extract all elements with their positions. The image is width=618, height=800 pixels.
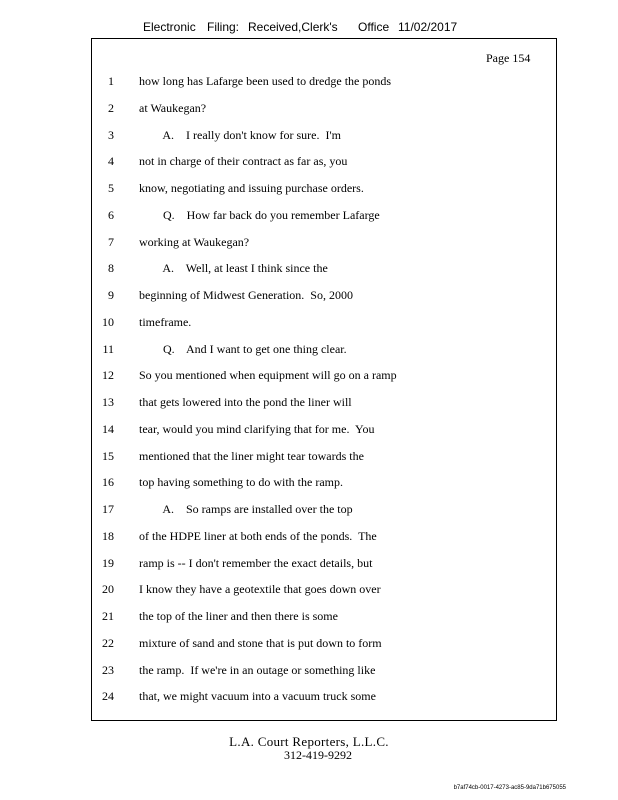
header-date: 11/02/2017 xyxy=(398,20,458,34)
line-text: tear, would you mind clarifying that for me. You xyxy=(139,421,375,436)
transcript-line xyxy=(0,582,618,598)
line-number: 9 xyxy=(108,288,114,302)
line-text: the ramp. If we're in an outage or something like xyxy=(139,662,376,677)
document-id: b7af74cb-0017-4273-ac85-9da71b675055 xyxy=(453,785,566,791)
header-electronic: Electronic xyxy=(143,20,196,34)
line-text: that, we might vacuum into a vacuum truck some xyxy=(139,689,376,704)
transcript-line xyxy=(0,689,618,705)
line-number: 11 xyxy=(102,341,114,356)
header-office: Office xyxy=(358,20,390,34)
line-number: 23 xyxy=(102,662,114,677)
line-number: 20 xyxy=(102,582,114,597)
transcript-line xyxy=(0,128,618,144)
line-number: 4 xyxy=(108,154,114,169)
line-number: 12 xyxy=(102,368,114,383)
header-received: Received,Clerk's xyxy=(248,20,338,34)
transcript-line xyxy=(0,449,618,465)
line-text: of the HDPE liner at both ends of the ponds. The xyxy=(139,528,377,543)
line-text: know, negotiating and issuing purchase orders. xyxy=(139,181,364,195)
transcript-line xyxy=(0,422,618,438)
line-text: beginning of Midwest Generation. So, 2000 xyxy=(139,288,353,302)
line-number: 5 xyxy=(108,181,114,195)
line-text: top having something to do with the ramp. xyxy=(139,475,343,490)
footer-company: L.A. Court Reporters, L.L.C. xyxy=(229,734,389,749)
transcript-line xyxy=(0,181,618,197)
line-number: 15 xyxy=(102,448,114,463)
filing-header xyxy=(0,20,618,36)
line-number: 14 xyxy=(102,421,114,436)
transcript-line xyxy=(0,235,618,251)
line-text: Q. And I want to get one thing clear. xyxy=(139,341,347,356)
transcript-line xyxy=(0,609,618,625)
header-filing: Filing: xyxy=(207,20,240,34)
line-text: ramp is -- I don't remember the exact details, but xyxy=(139,555,373,570)
line-number: 16 xyxy=(102,475,114,490)
line-number: 2 xyxy=(108,100,114,115)
line-text: I know they have a geotextile that goes down over xyxy=(139,582,381,597)
line-text: A. So ramps are installed over the top xyxy=(139,502,353,516)
line-text: working at Waukegan? xyxy=(139,234,250,249)
transcript-line xyxy=(0,529,618,545)
line-text: A. Well, at least I think since the xyxy=(139,261,328,276)
transcript-line xyxy=(0,101,618,117)
line-number: 24 xyxy=(102,689,114,704)
line-number: 6 xyxy=(108,207,114,222)
line-text: the top of the liner and then there is some xyxy=(139,609,338,623)
line-text: A. I really don't know for sure. I'm xyxy=(139,127,341,142)
line-text: at Waukegan? xyxy=(139,100,207,115)
line-text: timeframe. xyxy=(139,314,192,329)
transcript-line xyxy=(0,74,618,90)
transcript-line xyxy=(0,475,618,491)
line-number: 22 xyxy=(102,635,114,650)
line-text: Q. How far back do you remember Lafarge xyxy=(139,207,380,222)
line-text: that gets lowered into the pond the liner will xyxy=(139,395,352,409)
line-text: how long has Lafarge been used to dredge the ponds xyxy=(139,74,392,88)
page-number: Page 154 xyxy=(486,51,531,65)
line-number: 21 xyxy=(102,609,114,623)
transcript-line xyxy=(0,261,618,277)
transcript-line xyxy=(0,315,618,331)
line-number: 8 xyxy=(108,261,114,276)
transcript-line xyxy=(0,368,618,384)
line-number: 7 xyxy=(108,234,114,249)
transcript-line xyxy=(0,154,618,170)
line-number: 1 xyxy=(108,74,114,88)
line-number: 19 xyxy=(102,555,114,570)
line-number: 10 xyxy=(102,314,114,329)
line-number: 13 xyxy=(102,395,114,409)
transcript-line xyxy=(0,342,618,358)
line-text: mixture of sand and stone that is put down to form xyxy=(139,635,382,650)
line-text: mentioned that the liner might tear towards the xyxy=(139,448,364,463)
transcript-line xyxy=(0,636,618,652)
footer-phone: 312-419-9292 xyxy=(284,748,352,762)
line-text: So you mentioned when equipment will go on a ramp xyxy=(139,368,397,383)
transcript-line xyxy=(0,208,618,224)
transcript-line xyxy=(0,288,618,304)
transcript-line xyxy=(0,395,618,411)
transcript-line xyxy=(0,502,618,518)
line-number: 3 xyxy=(108,127,114,142)
transcript-line xyxy=(0,556,618,572)
transcript-line xyxy=(0,663,618,679)
line-text: not in charge of their contract as far as, you xyxy=(139,154,348,169)
line-number: 17 xyxy=(102,502,114,516)
line-number: 18 xyxy=(102,528,114,543)
